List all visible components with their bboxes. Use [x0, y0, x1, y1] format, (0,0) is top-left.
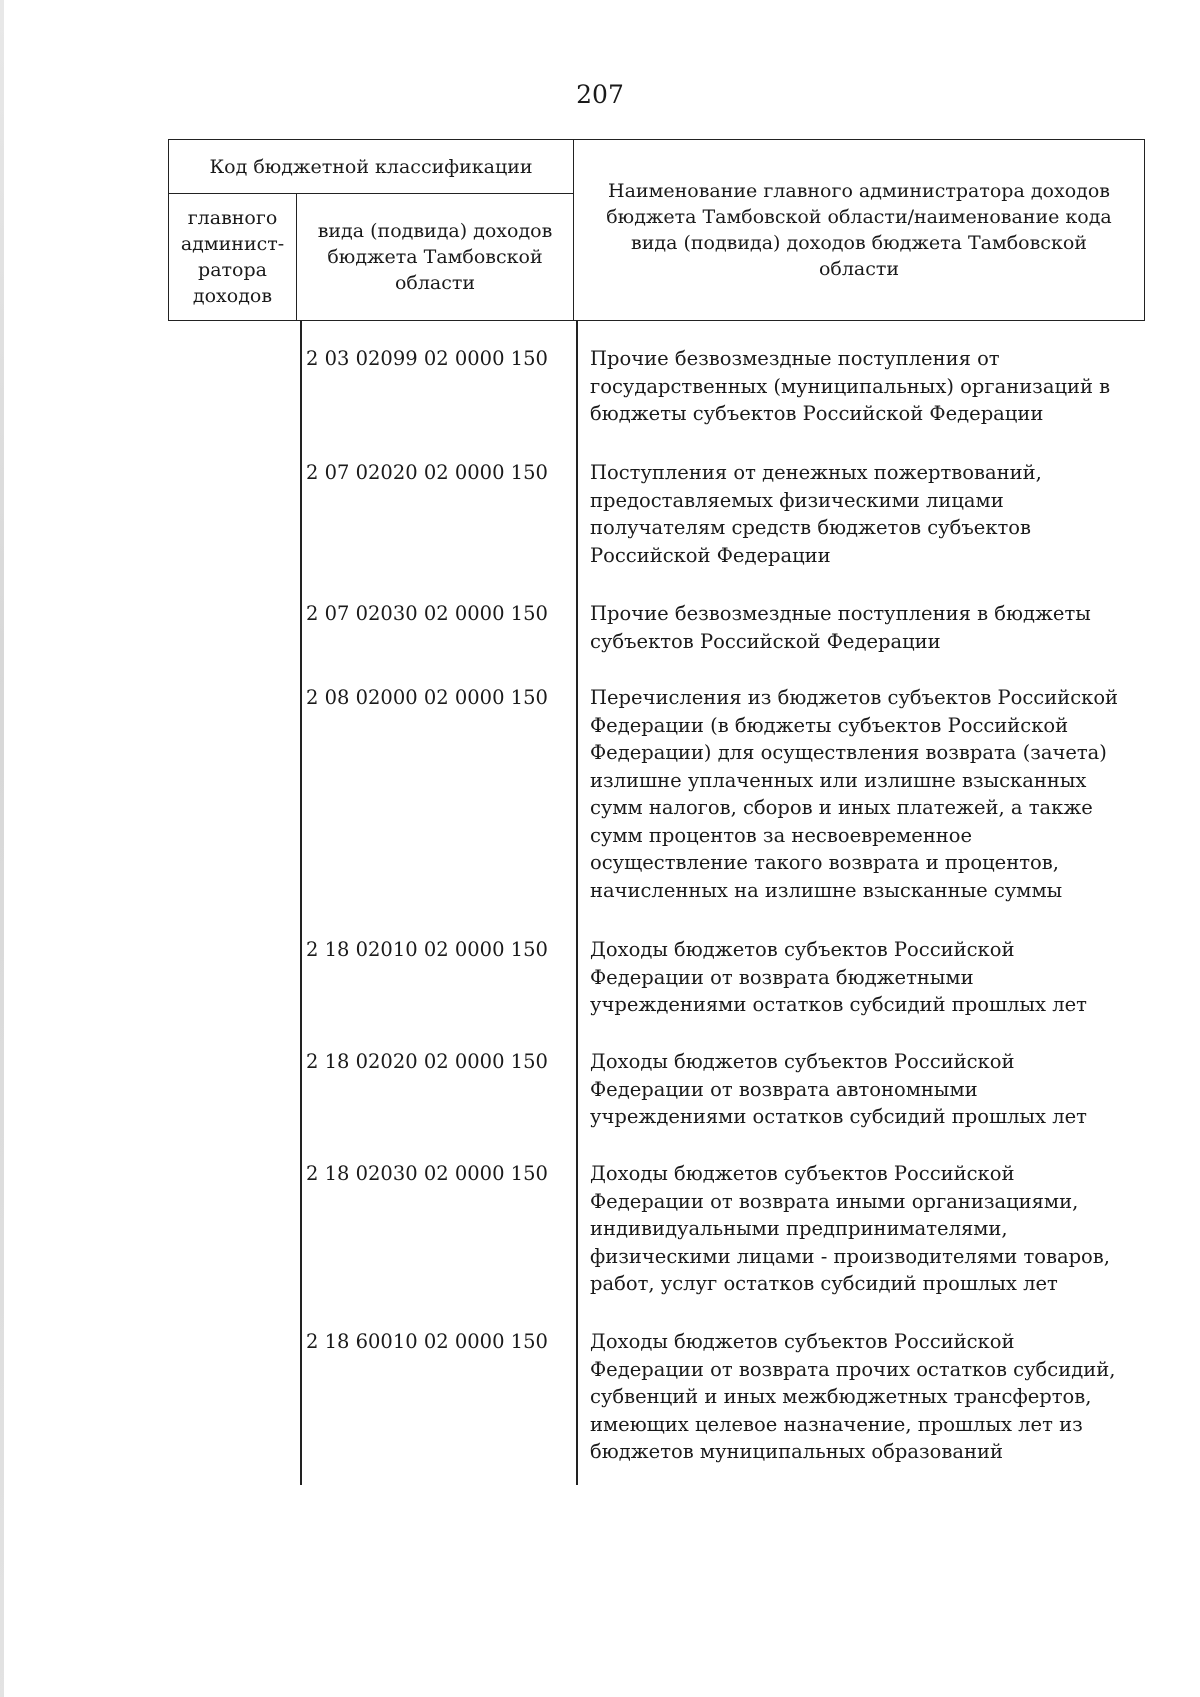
- row-code: 2 18 02020 02 0000 150: [306, 1050, 548, 1073]
- row-description: Поступления от денежных пожертвований, предоставляемых физическими лицами получателям средств бюджетов субъектов Российской Федерации: [590, 461, 1042, 567]
- table-header: [168, 139, 1145, 321]
- row-description: Перечисления из бюджетов субъектов Российской Федерации (в бюджеты субъектов Российской Федерации) для осуществления возврата (зачета) излишне уплаченных или излишне взысканных сумм налогов, сборов и иных платежей, а также сумм процентов за несвоевременное осуществление такого возврата и процентов, начисленных на излишне взысканные суммы: [590, 686, 1119, 902]
- header-name-line: Наименование главного администратора доходов: [608, 180, 1110, 202]
- row-description: Доходы бюджетов субъектов Российской Федерации от возврата бюджетными учреждениями остатков субсидий прошлых лет: [590, 938, 1087, 1016]
- row-code: 2 18 02010 02 0000 150: [306, 938, 548, 961]
- header-name-line: области: [818, 258, 900, 280]
- header-code-title: Код бюджетной классификации: [169, 140, 573, 194]
- row-code: 2 07 02020 02 0000 150: [306, 461, 548, 484]
- header-admin-line: доходов: [192, 285, 273, 307]
- row-description: Доходы бюджетов субъектов Российской Федерации от возврата прочих остатков субсидий, субвенций и иных межбюджетных трансфертов, имеющих целевое назначение, прошлых лет из бюджетов муниципальных образований: [590, 1330, 1116, 1463]
- row-code: 2 18 02030 02 0000 150: [306, 1162, 548, 1185]
- header-name-line: бюджета Тамбовской области/наименование кода: [606, 206, 1112, 228]
- row-code: 2 07 02030 02 0000 150: [306, 602, 548, 625]
- scan-edge: [0, 0, 4, 1697]
- header-name-line: вида (подвида) доходов бюджета Тамбовской: [631, 232, 1087, 254]
- header-kind-line: вида (подвида) доходов: [317, 220, 553, 242]
- row-code: 2 18 60010 02 0000 150: [306, 1330, 548, 1353]
- header-name-col: [573, 140, 1144, 320]
- header-admin-line: ратора: [198, 259, 267, 281]
- row-code: 2 08 02000 02 0000 150: [306, 686, 548, 709]
- row-description: Прочие безвозмездные поступления от государственных (муниципальных) организаций в бюджеты субъектов Российской Федерации: [590, 347, 1111, 425]
- header-admin-col: [169, 194, 297, 320]
- column-divider-right: [576, 320, 578, 1485]
- row-description: Прочие безвозмездные поступления в бюджеты субъектов Российской Федерации: [590, 602, 1091, 653]
- row-description: Доходы бюджетов субъектов Российской Федерации от возврата автономными учреждениями остатков субсидий прошлых лет: [590, 1050, 1087, 1128]
- header-kind-line: бюджета Тамбовской: [327, 246, 543, 268]
- row-description: Доходы бюджетов субъектов Российской Федерации от возврата иными организациями, индивидуальными предпринимателями, физическими лицами - производителями товаров, работ, услуг остатков субсидий прошлых лет: [590, 1162, 1110, 1295]
- header-kind-line: области: [394, 272, 476, 294]
- header-admin-line: админист-: [180, 233, 285, 255]
- column-divider-left: [300, 320, 302, 1485]
- row-code: 2 03 02099 02 0000 150: [306, 347, 548, 370]
- page-number: 207: [576, 80, 624, 109]
- header-admin-line: главного: [187, 207, 278, 229]
- header-kind-col: [297, 194, 573, 320]
